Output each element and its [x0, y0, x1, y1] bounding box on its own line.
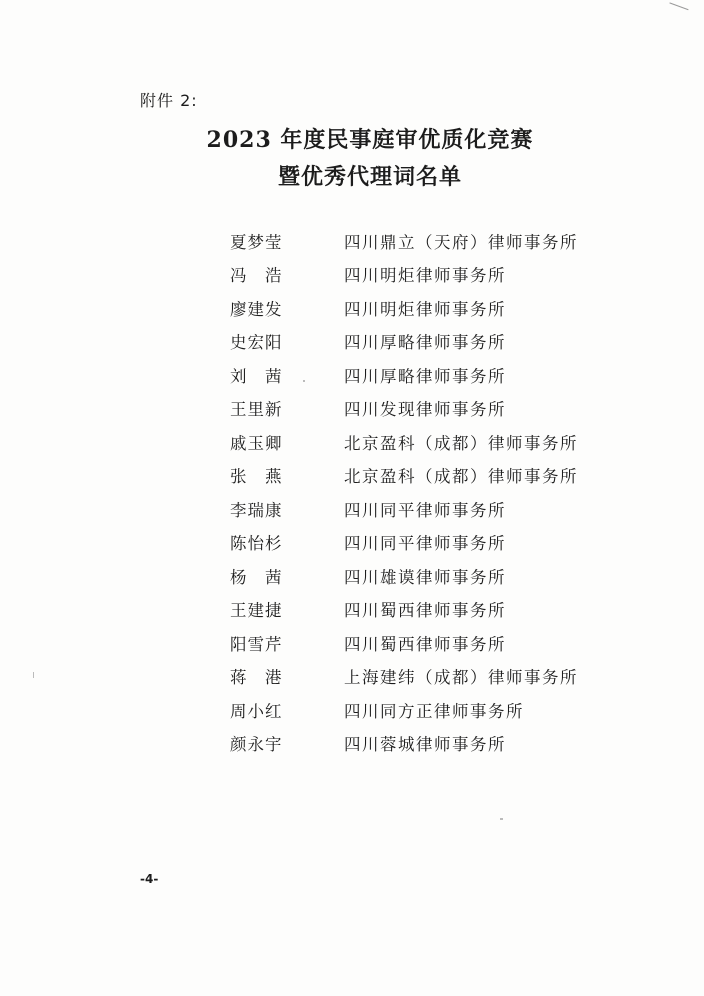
page-number: -4- [140, 872, 159, 886]
document-title-line-2: 暨优秀代理词名单 [277, 164, 462, 190]
list-item [230, 626, 578, 660]
awardee-name: 颜永宇 [230, 735, 283, 755]
awardee-name: 陈怡杉 [230, 534, 283, 554]
awardee-name: 李瑞康 [230, 500, 283, 520]
law-firm: 四川同平律师事务所 [344, 500, 506, 520]
law-firm: 四川厚略律师事务所 [344, 366, 506, 386]
awardee-name: 廖建发 [230, 299, 283, 319]
awardee-name: 杨 茜 [230, 567, 283, 587]
law-firm: 上海建纬（成都）律师事务所 [344, 668, 578, 688]
list-item [230, 224, 578, 258]
scan-speck [500, 818, 503, 820]
law-firm: 四川明炬律师事务所 [344, 266, 506, 286]
law-firm: 四川鼎立（天府）律师事务所 [344, 232, 578, 252]
law-firm: 四川同平律师事务所 [344, 534, 506, 554]
awardee-name: 史宏阳 [230, 333, 283, 353]
law-firm: 四川蓉城律师事务所 [344, 735, 506, 755]
law-firm: 北京盈科（成都）律师事务所 [344, 433, 578, 453]
law-firm: 北京盈科（成都）律师事务所 [344, 467, 578, 487]
awardee-name: 周小红 [230, 701, 283, 721]
list-item [230, 425, 578, 459]
law-firm: 四川雄谟律师事务所 [344, 567, 506, 587]
list-item [230, 325, 578, 359]
list-item [230, 258, 578, 292]
list-item [230, 492, 578, 526]
list-item [230, 459, 578, 493]
page-corner-mark [669, 0, 690, 10]
list-item [230, 660, 578, 694]
list-item [230, 358, 578, 392]
awardee-name: 王里新 [230, 400, 283, 420]
attachment-label: 附件 2: [140, 91, 198, 110]
law-firm: 四川蜀西律师事务所 [344, 601, 506, 621]
list-item [230, 559, 578, 593]
list-item [230, 291, 578, 325]
awardee-list [230, 224, 578, 760]
document-title-line-1: 2023 年度民事庭审优质化竞赛 [206, 127, 534, 153]
awardee-name: 张 燕 [230, 467, 283, 487]
awardee-name: 蒋 港 [230, 668, 283, 688]
list-item [230, 727, 578, 761]
law-firm: 四川同方正律师事务所 [344, 701, 524, 721]
awardee-name: 夏梦莹 [230, 232, 283, 252]
law-firm: 四川发现律师事务所 [344, 400, 506, 420]
awardee-name: 戚玉卿 [230, 433, 283, 453]
awardee-name: 冯 浩 [230, 266, 283, 286]
law-firm: 四川厚略律师事务所 [344, 333, 506, 353]
scan-speck [303, 380, 305, 382]
awardee-name: 刘 茜 [230, 366, 283, 386]
awardee-name: 王建捷 [230, 601, 283, 621]
scan-speck [33, 672, 34, 678]
list-item [230, 392, 578, 426]
list-item [230, 593, 578, 627]
law-firm: 四川明炬律师事务所 [344, 299, 506, 319]
list-item [230, 526, 578, 560]
awardee-name: 阳雪芹 [230, 634, 283, 654]
list-item [230, 693, 578, 727]
law-firm: 四川蜀西律师事务所 [344, 634, 506, 654]
